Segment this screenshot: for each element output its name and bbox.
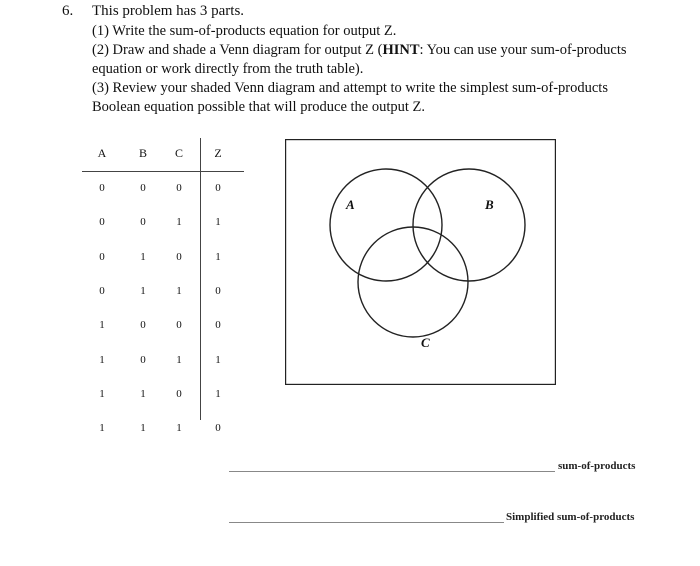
table-cell-b: 0: [140, 216, 146, 229]
table-cell-c: 0: [176, 319, 182, 332]
table-cell-c: 0: [176, 250, 182, 263]
venn-label-c: C: [421, 335, 430, 350]
table-cell-b: 1: [140, 387, 146, 400]
part-2: (2) Draw and shade a Venn diagram for output Z (HINT: You can use your sum-of-products equation or work directly from the truth table).: [92, 42, 627, 77]
venn-circle-a: [330, 169, 442, 281]
simplified-answer-line[interactable]: [229, 522, 504, 523]
table-cell-z: 1: [215, 387, 221, 400]
table-cell-c: 0: [176, 387, 182, 400]
table-header-c: C: [174, 146, 183, 160]
table-cell-a: 0: [99, 216, 105, 229]
table-header-a: A: [97, 146, 107, 160]
table-cell-b: 1: [140, 284, 146, 297]
table-output-divider: [200, 138, 201, 420]
table-cell-z: 1: [215, 216, 221, 229]
table-cell-b: 1: [140, 250, 146, 263]
venn-circle-c: [358, 227, 468, 337]
table-cell-a: 1: [99, 319, 105, 332]
table-cell-c: 1: [176, 284, 182, 297]
problem-number: 6.: [62, 3, 74, 19]
table-cell-b: 0: [140, 182, 146, 194]
table-cell-b: 1: [140, 422, 146, 435]
table-cell-z: 0: [215, 182, 221, 194]
problem-parts: [92, 22, 652, 117]
table-cell-c: 1: [176, 353, 182, 366]
table-cell-a: 1: [99, 422, 105, 435]
table-cell-a: 0: [99, 250, 105, 263]
table-cell-z: 0: [215, 284, 221, 297]
table-cell-a: 0: [99, 284, 105, 297]
venn-label-b: B: [485, 197, 494, 212]
table-cell-c: 1: [176, 216, 182, 229]
table-cell-b: 0: [140, 319, 146, 332]
table-cell-z: 0: [215, 319, 221, 332]
table-cell-a: 1: [99, 353, 105, 366]
simplified-sop-label: Simplified sum-of-products: [506, 511, 635, 523]
table-cell-b: 0: [140, 353, 146, 366]
table-cell-z: 1: [215, 250, 221, 263]
hint-label: HINT: [382, 42, 420, 58]
table-cell-c: 0: [176, 182, 182, 194]
table-cell-a: 1: [99, 387, 105, 400]
venn-circle-b: [413, 169, 525, 281]
table-header-divider: [82, 171, 244, 172]
part-1: (1) Write the sum-of-products equation for output Z.: [92, 23, 397, 39]
venn-diagram: [285, 139, 556, 385]
venn-label-a: A: [346, 197, 355, 212]
problem-intro: This problem has 3 parts.: [92, 3, 245, 19]
table-header-z: Z: [214, 146, 222, 160]
table-header-b: B: [138, 146, 147, 160]
table-cell-z: 0: [215, 422, 221, 435]
truth-table: [82, 138, 244, 435]
sop-label: sum-of-products: [558, 460, 636, 472]
table-cell-c: 1: [176, 422, 182, 435]
table-cell-a: 0: [99, 182, 105, 194]
sop-answer-line[interactable]: [229, 471, 555, 472]
part-3: (3) Review your shaded Venn diagram and attempt to write the simplest sum-of-products Boolean equation possible that will produce the output Z.: [92, 80, 608, 115]
table-cell-z: 1: [215, 353, 221, 366]
